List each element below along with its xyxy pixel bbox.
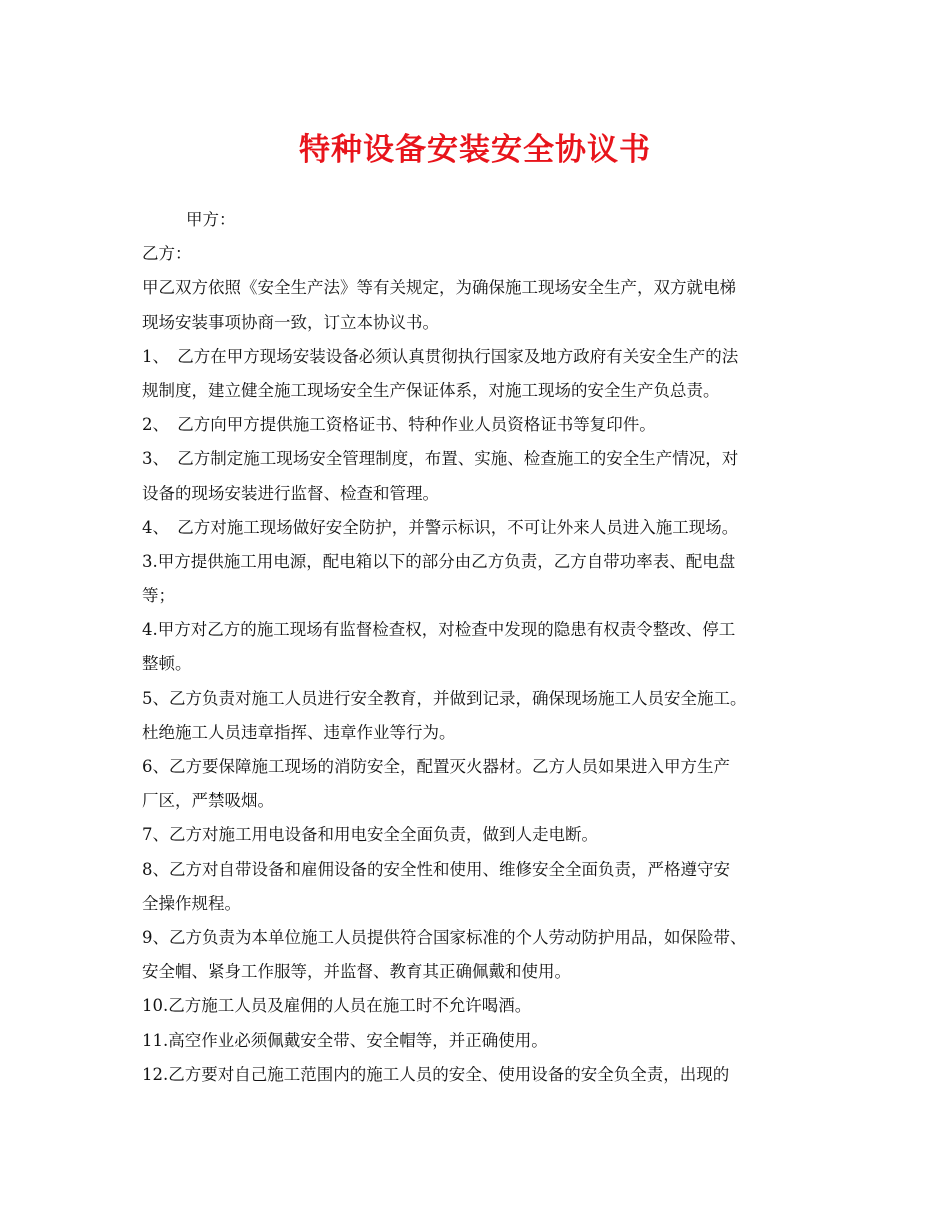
clause-line: 设备的现场安装进行监督、检查和管理。 xyxy=(142,483,439,503)
document-title: 特种设备安装安全协议书 xyxy=(299,132,651,168)
clause-line: 5、乙方负责对施工人员进行安全教育，并做到记录，确保现场施工人员安全施工。 xyxy=(142,688,747,708)
clause-line: 整顿。 xyxy=(142,654,192,674)
clause-line: 11.高空作业必须佩戴安全带、安全帽等，并正确使用。 xyxy=(142,1030,548,1050)
clause-line: 9、乙方负责为本单位施工人员提供符合国家标准的个人劳动防护用品，如保险带、 xyxy=(142,927,747,947)
clause-line: 全操作规程。 xyxy=(142,893,241,913)
preamble-line: 现场安装事项协商一致，订立本协议书。 xyxy=(142,312,439,332)
clause-line: 等； xyxy=(142,586,175,606)
clause-line: 8、乙方对自带设备和雇佣设备的安全性和使用、维修安全全面负责，严格遵守安 xyxy=(142,859,730,879)
clause-line: 12.乙方要对自己施工范围内的施工人员的安全、使用设备的安全负全责，出现的 xyxy=(142,1064,730,1084)
clause-line: 10.乙方施工人员及雇佣的人员在施工时不允许喝酒。 xyxy=(142,996,532,1016)
clause-line: 2、 乙方向甲方提供施工资格证书、特种作业人员资格证书等复印件。 xyxy=(142,415,656,435)
clause-line: 规制度，建立健全施工现场安全生产保证体系，对施工现场的安全生产负总责。 xyxy=(142,380,720,400)
document-body xyxy=(142,203,818,1092)
clause-line: 杜绝施工人员违章指挥、违章作业等行为。 xyxy=(142,722,456,742)
clause-line: 3、 乙方制定施工现场安全管理制度，布置、实施、检查施工的安全生产情况，对 xyxy=(142,449,739,469)
party-a-line: 甲方： xyxy=(186,210,236,229)
clause-line: 3.甲方提供施工用电源，配电箱以下的部分由乙方负责，乙方自带功率表、配电盘 xyxy=(142,551,736,571)
clause-line: 4.甲方对乙方的施工现场有监督检查权，对检查中发现的隐患有权责令整改、停工 xyxy=(142,620,736,640)
clause-line: 4、 乙方对施工现场做好安全防护，并警示标识，不可让外来人员进入施工现场。 xyxy=(142,517,739,537)
clause-line: 6、乙方要保障施工现场的消防安全，配置灭火器材。乙方人员如果进入甲方生产 xyxy=(142,757,730,776)
clause-line: 7、乙方对施工用电设备和用电安全全面负责，做到人走电断。 xyxy=(142,825,598,845)
clause-line: 安全帽、紧身工作服等，并监督、教育其正确佩戴和使用。 xyxy=(142,962,571,982)
preamble-line: 甲乙双方依照《安全生产法》等有关规定，为确保施工现场安全生产，双方就电梯 xyxy=(142,278,736,298)
party-b-line: 乙方： xyxy=(142,244,192,264)
clause-line: 厂区，严禁吸烟。 xyxy=(142,791,274,811)
clause-line: 1、 乙方在甲方现场安装设备必须认真贯彻执行国家及地方政府有关安全生产的法 xyxy=(142,346,739,366)
